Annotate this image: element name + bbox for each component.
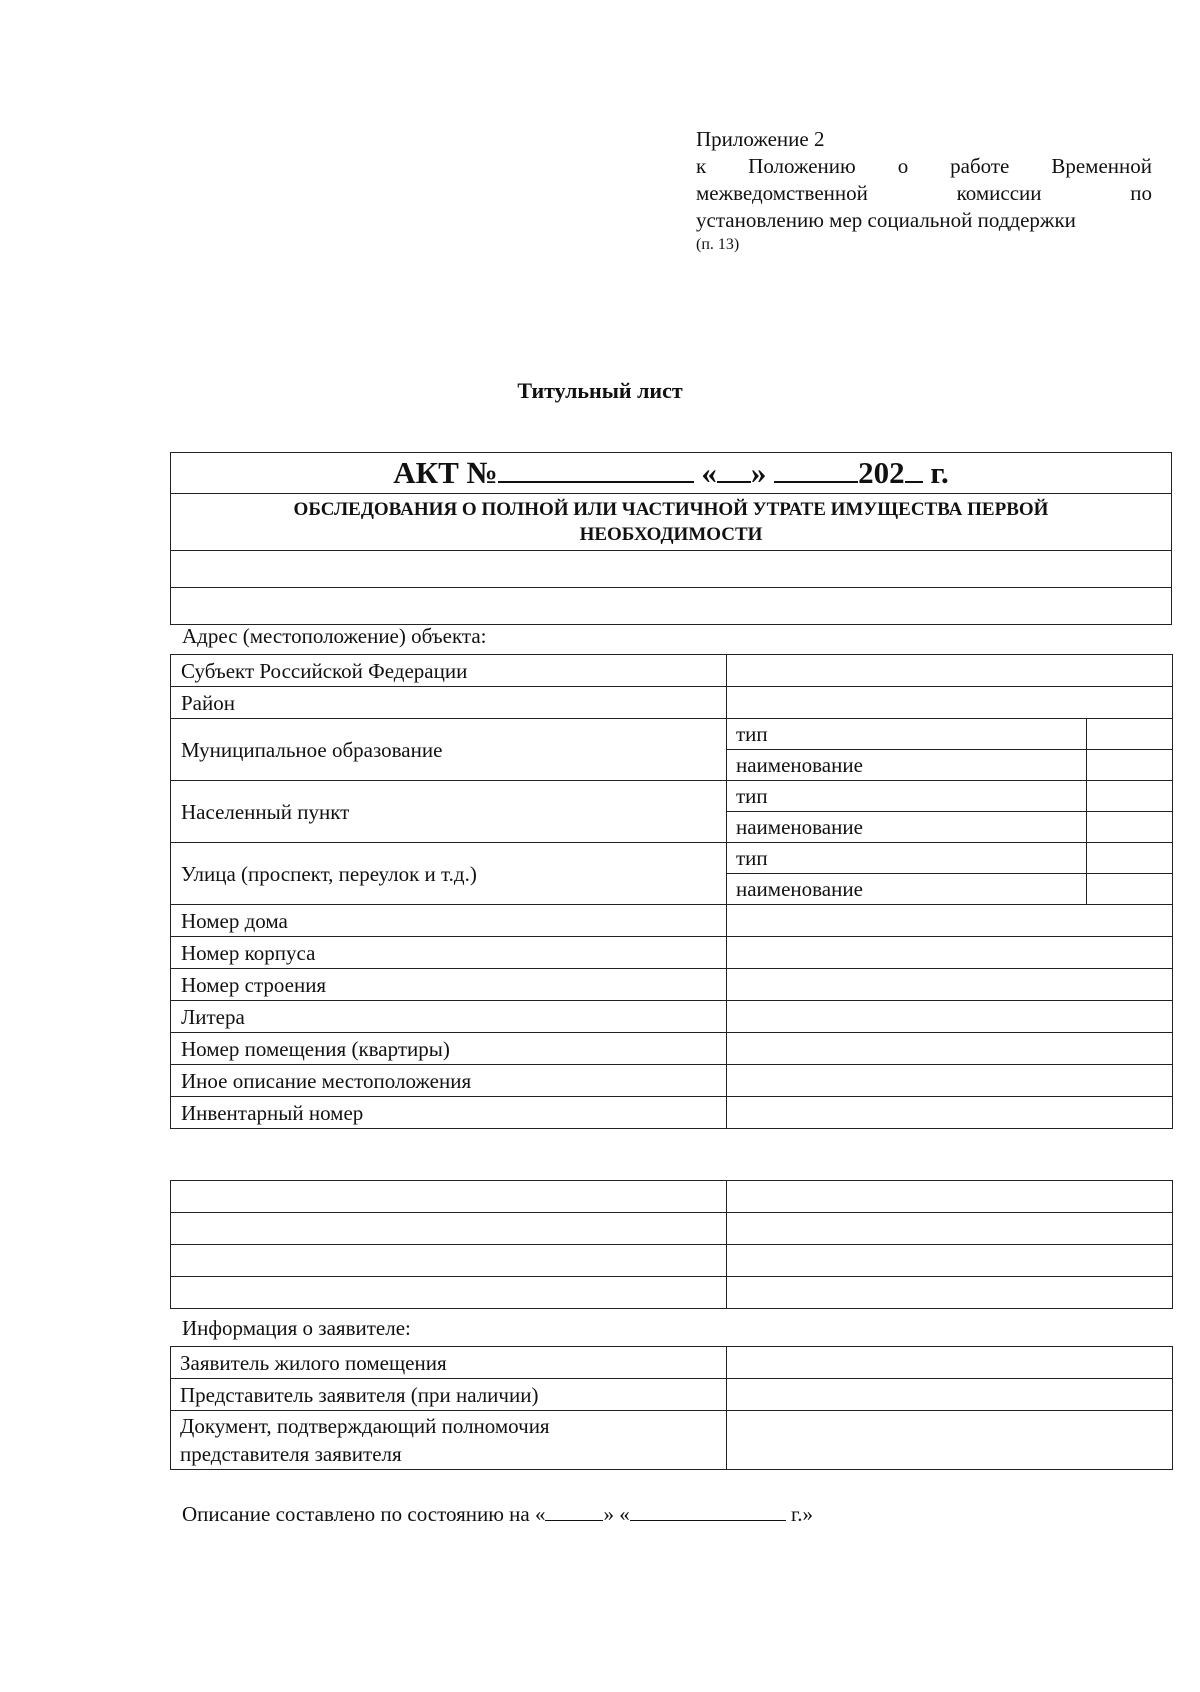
applicant-table [170, 1346, 1173, 1470]
row-label: Представитель заявителя (при наличии) [171, 1379, 727, 1411]
row-label [171, 1411, 727, 1470]
table-row [171, 1181, 1173, 1213]
sub-label: тип [727, 781, 1087, 812]
footer-end: г.» [790, 1502, 813, 1526]
table-row [171, 1001, 1173, 1033]
document-label-line2: представителя заявителя [180, 1442, 402, 1466]
table-row [171, 1033, 1173, 1065]
value-cell[interactable] [727, 905, 1173, 937]
appendix-clause: (п. 13) [696, 236, 740, 253]
table-row [171, 1277, 1173, 1309]
row-label: Номер помещения (квартиры) [171, 1033, 727, 1065]
empty-cell[interactable] [727, 1181, 1173, 1213]
value-cell[interactable] [727, 1347, 1173, 1379]
table-row [171, 1411, 1173, 1470]
table-row [171, 1347, 1173, 1379]
table-row [171, 1065, 1173, 1097]
table-row [171, 719, 1173, 750]
act-year-suffix: г. [930, 455, 949, 490]
value-cell[interactable] [727, 1033, 1173, 1065]
sub-label: тип [727, 719, 1087, 750]
act-subtitle: ОБСЛЕДОВАНИЯ О ПОЛНОЙ ИЛИ ЧАСТИЧНОЙ УТРАТЕ ИМУЩЕСТВА ПЕРВОЙ НЕОБХОДИМОСТИ [171, 494, 1172, 551]
row-label: Номер строения [171, 969, 727, 1001]
appendix-ref-line: к Положению о работе Временной [696, 154, 1152, 178]
footer-mid: » « [603, 1502, 630, 1526]
row-label: Номер дома [171, 905, 727, 937]
footer-statement [182, 1500, 813, 1527]
sub-label: наименование [727, 812, 1087, 843]
empty-cell[interactable] [727, 1245, 1173, 1277]
page-title: Титульный лист [517, 378, 683, 403]
row-label: Субъект Российской Федерации [171, 655, 727, 687]
applicant-caption: Информация о заявителе: [182, 1316, 411, 1340]
appendix-ref-line: установлению мер социальной поддержки [696, 208, 1076, 232]
empty-cell[interactable] [171, 1181, 727, 1213]
act-year: 202 [858, 455, 905, 490]
value-cell[interactable] [1087, 781, 1173, 812]
sub-label: наименование [727, 750, 1087, 781]
footer-day-field[interactable] [545, 1500, 603, 1521]
act-empty-field[interactable] [171, 551, 1172, 588]
footer-date-field[interactable] [630, 1500, 786, 1521]
sub-label: наименование [727, 874, 1087, 905]
empty-cell[interactable] [171, 1277, 727, 1309]
address-caption: Адрес (местоположение) объекта: [182, 624, 487, 648]
row-label: Муниципальное образование [171, 719, 727, 781]
value-cell[interactable] [1087, 750, 1173, 781]
value-cell[interactable] [727, 1411, 1173, 1470]
footer-text: Описание составлено по состоянию на « [182, 1502, 546, 1526]
row-label: Район [171, 687, 727, 719]
extra-table [170, 1180, 1173, 1309]
table-row [171, 781, 1173, 812]
value-cell[interactable] [727, 1001, 1173, 1033]
row-label: Иное описание местоположения [171, 1065, 727, 1097]
value-cell[interactable] [1087, 843, 1173, 874]
empty-cell[interactable] [171, 1245, 727, 1277]
address-table [170, 654, 1173, 1129]
act-day-field[interactable] [717, 457, 751, 483]
row-label: Населенный пункт [171, 781, 727, 843]
act-month-field[interactable] [774, 457, 858, 483]
table-row [171, 905, 1173, 937]
quote-close: » [750, 455, 767, 490]
table-row [171, 1379, 1173, 1411]
value-cell[interactable] [727, 1097, 1173, 1129]
appendix-ref-line: межведомственной комиссии по [696, 181, 1152, 205]
empty-cell[interactable] [171, 1213, 727, 1245]
value-cell[interactable] [1087, 874, 1173, 905]
table-row [171, 1097, 1173, 1129]
act-header-table [170, 452, 1172, 625]
table-row [171, 1213, 1173, 1245]
value-cell[interactable] [727, 969, 1173, 1001]
row-label: Номер корпуса [171, 937, 727, 969]
value-cell[interactable] [727, 655, 1173, 687]
act-prefix: АКТ № [393, 455, 498, 490]
value-cell[interactable] [1087, 812, 1173, 843]
sub-label: тип [727, 843, 1087, 874]
appendix-block [696, 126, 1152, 256]
row-label: Улица (проспект, переулок и т.д.) [171, 843, 727, 905]
appendix-number: Приложение 2 [696, 127, 825, 151]
table-row [171, 969, 1173, 1001]
table-row [171, 1245, 1173, 1277]
table-row [171, 655, 1173, 687]
act-year-digit-field[interactable] [905, 457, 923, 483]
value-cell[interactable] [1087, 719, 1173, 750]
table-row [171, 843, 1173, 874]
row-label: Заявитель жилого помещения [171, 1347, 727, 1379]
row-label: Литера [171, 1001, 727, 1033]
row-label: Инвентарный номер [171, 1097, 727, 1129]
document-label-line1: Документ, подтверждающий полномочия [180, 1414, 550, 1438]
value-cell[interactable] [727, 1379, 1173, 1411]
table-row [171, 687, 1173, 719]
empty-cell[interactable] [727, 1277, 1173, 1309]
act-number-field[interactable] [498, 457, 694, 483]
table-row [171, 937, 1173, 969]
value-cell[interactable] [727, 1065, 1173, 1097]
act-empty-field[interactable] [171, 588, 1172, 625]
value-cell[interactable] [727, 687, 1173, 719]
quote-open: « [701, 455, 717, 490]
act-number-line [171, 453, 1172, 494]
empty-cell[interactable] [727, 1213, 1173, 1245]
value-cell[interactable] [727, 937, 1173, 969]
